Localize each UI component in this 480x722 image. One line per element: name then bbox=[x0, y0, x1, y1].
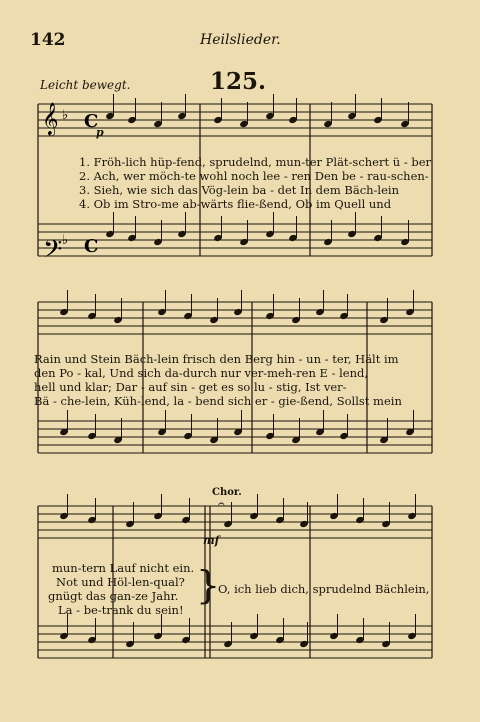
bass-clef-icon: 𝄢 bbox=[43, 235, 63, 270]
key-flat-icon: ♭ bbox=[62, 108, 69, 123]
common-time-icon: C bbox=[84, 236, 99, 257]
lyric-s3-verse1: mun-tern Lauf nicht ein. bbox=[52, 561, 195, 575]
lyric-s1-verse3: 3. Sieh, wie sich das Vög-lein ba - det In dem Bäch-lein bbox=[79, 183, 399, 197]
dynamic-piano: p bbox=[96, 126, 104, 139]
tempo-marking: Leicht bewegt. bbox=[40, 78, 131, 92]
verse-brace: } bbox=[196, 563, 221, 607]
treble-clef-icon: 𝄞 bbox=[42, 102, 59, 135]
lyric-s1-verse2: 2. Ach, wer möch-te wohl noch lee - ren Den be - rau-schen- bbox=[79, 169, 429, 183]
lyric-s1-verse4: 4. Ob im Stro-me ab-wärts flie-ßend, Ob im Quell und bbox=[79, 197, 392, 211]
lyric-s2-verse4: Bä - che-lein, Küh-lend, la - bend sich er - gie-ßend, Sollst mein bbox=[34, 394, 402, 408]
dynamic-mezzoforte: mf bbox=[203, 534, 220, 547]
page-number: 142 bbox=[30, 30, 66, 50]
lyric-s2-verse2: den Po - kal, Und sich da-durch nur ver-meh-ren E - lend, bbox=[34, 366, 369, 380]
chorus-label: Chor. bbox=[212, 487, 242, 498]
fermata-icon: 𝄐 bbox=[218, 497, 225, 511]
running-head: Heilslieder. bbox=[200, 32, 281, 48]
lyric-s3-verse2: Not und Höl-len-qual? bbox=[56, 575, 185, 589]
lyric-s3-verse3: gnügt das gan-ze Jahr. bbox=[48, 589, 179, 603]
common-time-icon: C bbox=[84, 111, 99, 132]
lyric-chorus: O, ich lieb dich, sprudelnd Bächlein, bbox=[218, 582, 430, 596]
lyric-s2-verse1: Rain und Stein Bäch-lein frisch den Berg hin - un - ter, Hält im bbox=[34, 352, 399, 366]
lyric-s3-verse4: La - be-trank du sein! bbox=[58, 603, 184, 617]
lyric-s2-verse3: hell und klar; Dar - auf sin - get es so lu - stig, Ist ver- bbox=[34, 380, 347, 394]
lyric-s1-verse1: 1. Fröh-lich hüp-fend, sprudelnd, mun-ter Plät-schert ü - ber bbox=[79, 155, 432, 169]
key-flat-icon: ♭ bbox=[62, 233, 69, 248]
hymn-number: 125. bbox=[210, 68, 267, 95]
